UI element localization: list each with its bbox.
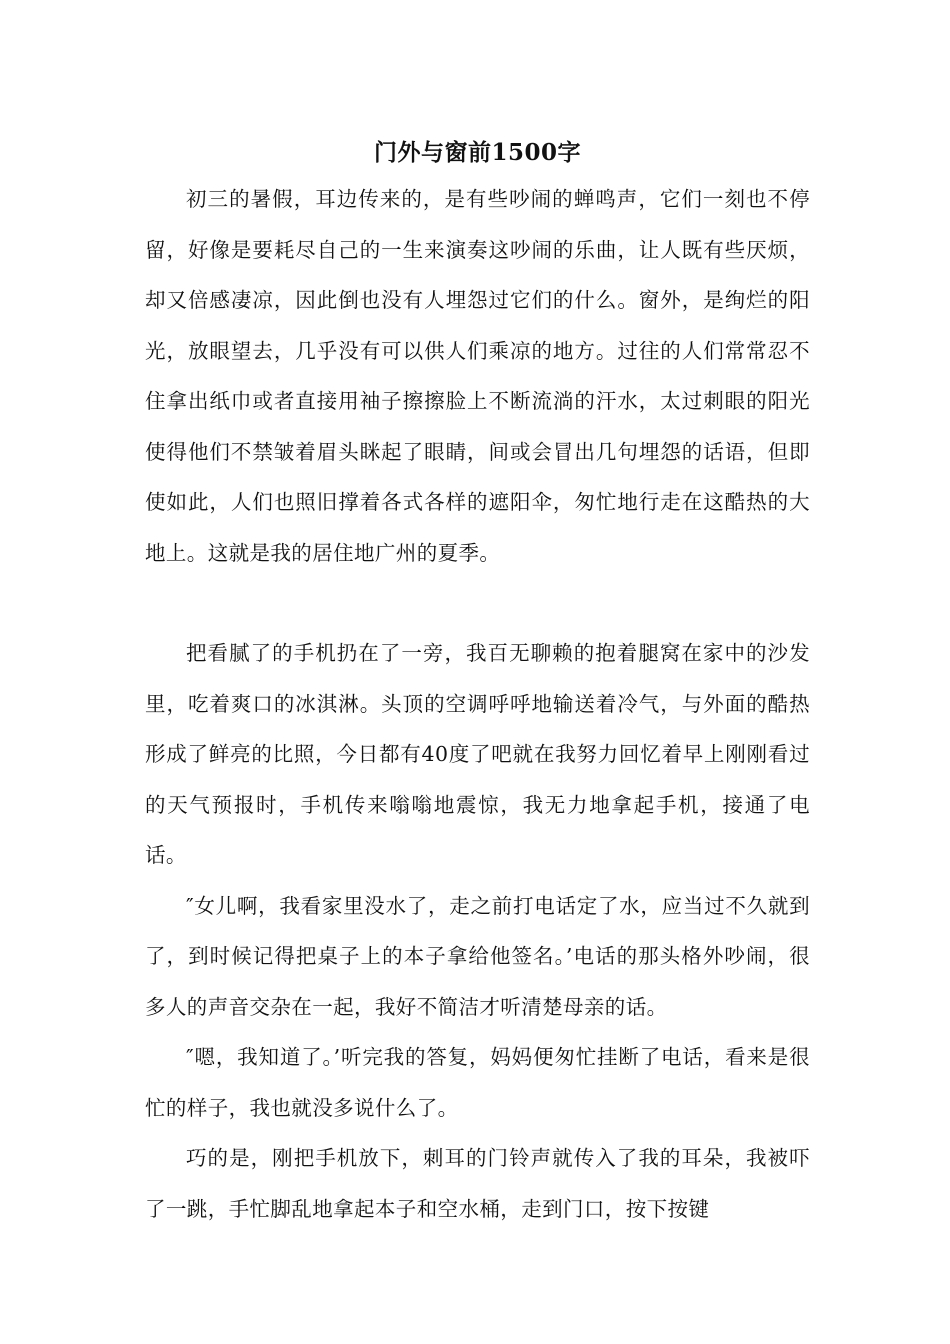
document-title: 门外与窗前1500字: [373, 139, 581, 166]
document-page: [145, 132, 810, 1234]
blank-line: [145, 578, 810, 628]
paragraph-3: ″女儿啊，我看家里没水了，走之前打电话定了水，应当过不久就到了，到时候记得把桌子上的本子拿给他签名。’电话的那头格外吵闹，很多人的声音交杂在一起，我好不简洁才听清楚母亲的话。: [145, 893, 810, 1019]
paragraph-1: 初三的暑假，耳边传来的，是有些吵闹的蝉鸣声，它们一刻也不停留，好像是要耗尽自己的一生来演奏这吵闹的乐曲，让人既有些厌烦，却又倍感凄凉，因此倒也没有人埋怨过它们的什么。窗外，是绚烂的阳光，放眼望去，几乎没有可以供人们乘凉的地方。过往的人们常常忍不住拿出纸巾或者直接用袖子擦擦脸上不断流淌的汗水，太过刺眼的阳光使得他们不禁皱着眉头眯起了眼睛，间或会冒出几句埋怨的话语，但即使如此，人们也照旧撑着各式各样的遮阳伞，匆忙地行走在这酷热的大地上。这就是我的居住地广州的夏季。: [145, 187, 810, 565]
paragraph-2: 把看腻了的手机扔在了一旁，我百无聊赖的抱着腿窝在家中的沙发里，吃着爽口的冰淇淋。头顶的空调呼呼地输送着冷气，与外面的酷热形成了鲜亮的比照，今日都有40度了吧就在我努力回忆着早上刚刚看过的天气预报时，手机传来嗡嗡地震惊，我无力地拿起手机，接通了电话。: [145, 641, 810, 867]
paragraph-5: 巧的是，刚把手机放下，刺耳的门铃声就传入了我的耳朵，我被吓了一跳，手忙脚乱地拿起本子和空水桶，走到门口，按下按键: [145, 1146, 810, 1221]
paragraph-4: ″嗯，我知道了。’听完我的答复，妈妈便匆忙挂断了电话，看来是很忙的样子，我也就没多说什么了。: [145, 1045, 810, 1120]
